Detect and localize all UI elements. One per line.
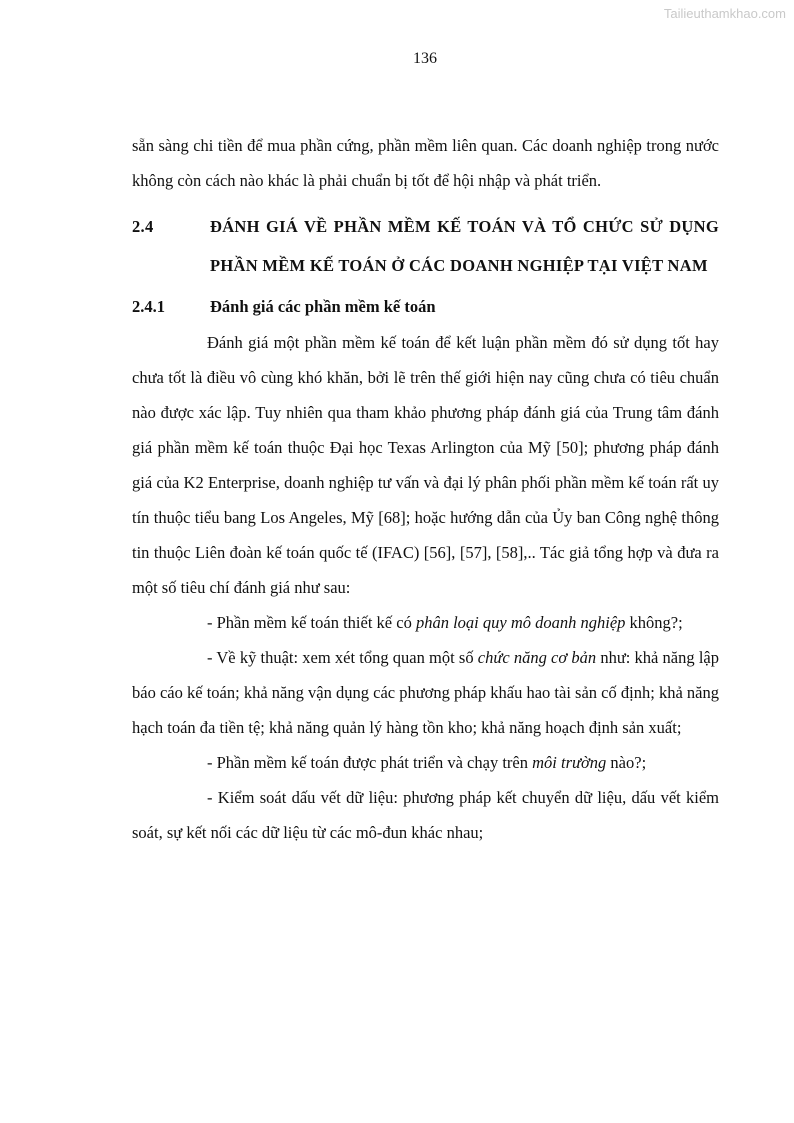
subsection-heading bbox=[132, 290, 719, 323]
subsection-number: 2.4.1 bbox=[132, 297, 165, 316]
criterion-emphasis: môi trường bbox=[532, 753, 607, 772]
page-number: 136 bbox=[413, 50, 437, 67]
criterion-emphasis: chức năng cơ bản bbox=[477, 648, 597, 667]
criterion-emphasis: phân loại quy mô doanh nghiệp bbox=[415, 613, 626, 632]
subsection-title: Đánh giá các phần mềm kế toán bbox=[210, 297, 436, 316]
criterion-item: - Phần mềm kế toán thiết kế có phân loại quy mô doanh nghiệp không?; bbox=[207, 613, 683, 632]
criterion-item: - Phần mềm kế toán được phát triển và chạy trên môi trường nào?; bbox=[207, 753, 647, 772]
document-body bbox=[132, 128, 719, 850]
intro-paragraph: sẵn sàng chi tiền để mua phần cứng, phần mềm liên quan. Các doanh nghiệp trong nước không còn cách nào khác là phải chuẩn bị tốt để hội nhập và phát triển. bbox=[132, 136, 719, 190]
section-title: ĐÁNH GIÁ VỀ PHẦN MỀM KẾ TOÁN VÀ TỔ CHỨC SỬ DỤNG PHẦN MỀM KẾ TOÁN Ở CÁC DOANH NGHIỆP TẠI VIỆT NAM bbox=[210, 217, 719, 275]
section-number: 2.4 bbox=[132, 217, 154, 236]
criterion-item: - Về kỹ thuật: xem xét tổng quan một số chức năng cơ bản như: khả năng lập báo cáo kế toán; khả năng vận dụng các phương pháp khấu hao tài sản cố định; khả năng hạch toán đa tiền tệ; khả năng quản lý hàng tồn kho; khả năng hoạch định sản xuất; bbox=[132, 648, 719, 737]
criterion-item: - Kiểm soát dấu vết dữ liệu: phương pháp kết chuyển dữ liệu, dấu vết kiểm soát, sự kết nối các dữ liệu từ các mô-đun khác nhau; bbox=[132, 788, 719, 842]
watermark: Tailieuthamkhao.com bbox=[663, 6, 786, 21]
section-heading bbox=[132, 207, 719, 285]
body-paragraph: Đánh giá một phần mềm kế toán để kết luận phần mềm đó sử dụng tốt hay chưa tốt là điều vô cùng khó khăn, bởi lẽ trên thế giới hiện nay cũng chưa có tiêu chuẩn nào được xác lập. Tuy nhiên qua tham khảo phương pháp đánh giá của Trung tâm đánh giá phần mềm kế toán thuộc Đại học Texas Arlington của Mỹ [50]; phương pháp đánh giá của K2 Enterprise, doanh nghiệp tư vấn và đại lý phân phối phần mềm kế toán rất uy tín thuộc tiểu bang Los Angeles, Mỹ [68]; hoặc hướng dẫn của Ủy ban Công nghệ thông tin thuộc Liên đoàn kế toán quốc tế (IFAC) [56], [57], [58],.. Tác giả tổng hợp và đưa ra một số tiêu chí đánh giá như sau: bbox=[132, 333, 719, 597]
